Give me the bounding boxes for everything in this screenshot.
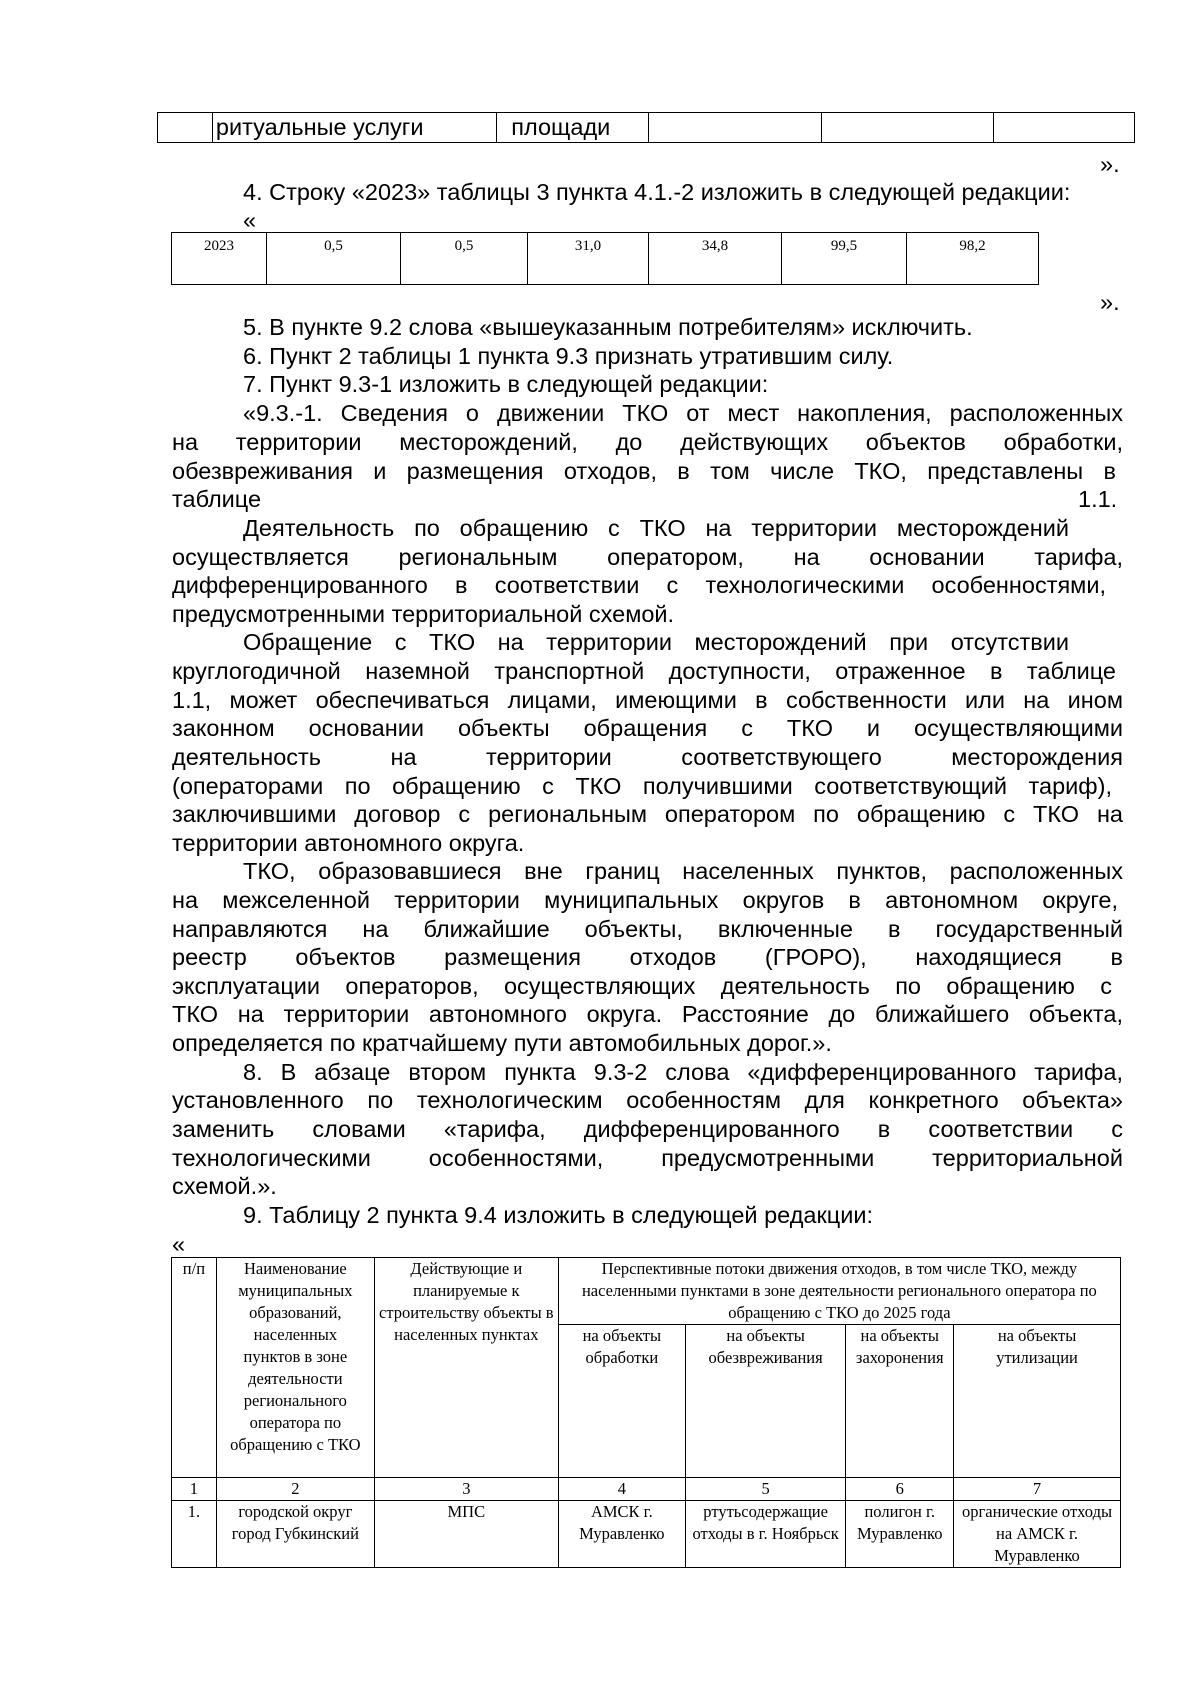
table-cell: городской округ город Губкинский	[216, 1501, 374, 1568]
item-4-text: 4. Строку «2023» таблицы 3 пункта 4.1.-2 изложить в следующей редакции:	[243, 179, 1071, 205]
table-cell: 6	[846, 1478, 954, 1501]
paragraph-line: круглогодичной наземной транспортной доступности, отраженное в таблице	[172, 658, 1116, 684]
table-cell: 99,5	[782, 233, 907, 285]
table-row	[172, 233, 1039, 285]
closing-quote-mark: ».	[1100, 151, 1120, 177]
paragraph-line: территории автономного округа.	[172, 830, 525, 856]
paragraph-line: определяется по кратчайшему пути автомобильных дорог.».	[172, 1030, 832, 1056]
paragraph-line: заключившими договор с региональным оператором по обращению с ТКО на	[172, 801, 1123, 827]
paragraph-line: 8. В абзаце втором пункта 9.3-2 слова «дифференцированного тарифа,	[243, 1059, 1123, 1085]
table-cell: ритуальные услуги	[212, 113, 496, 143]
table-cell: 5	[685, 1478, 846, 1501]
header-cell-name: Наименование муниципальных образований, населенных пунктов в зоне деятельности регионального оператора по обращению с ТКО	[216, 1258, 374, 1478]
table-cell: полигон г. Муравленко	[846, 1501, 954, 1568]
paragraph-line: 1.1, может обеспечиваться лицами, имеющими в собственности или на ином	[172, 687, 1123, 713]
opening-quote-mark: «	[172, 1231, 186, 1257]
table-cell: 0,5	[267, 233, 401, 285]
paragraph-line: предусмотренными территориальной схемой.	[172, 601, 675, 627]
table-cell: 1.	[172, 1501, 217, 1568]
item-9-text: 9. Таблицу 2 пункта 9.4 изложить в следующей редакции:	[243, 1202, 874, 1228]
paragraph-line: ТКО на территории автономного округа. Расстояние до ближайшего объекта,	[172, 1001, 1123, 1027]
paragraph-line: Деятельность по обращению с ТКО на территории месторождений	[243, 515, 1069, 541]
table-reference: 1.1.	[1078, 486, 1118, 512]
table-cell	[821, 113, 993, 143]
paragraph-line: осуществляется региональным оператором, на основании тарифа,	[172, 544, 1123, 570]
paragraph-line: реестр объектов размещения отходов (ГРОРО), находящиеся в	[172, 944, 1123, 970]
table-cell: ртутьсодержащие отходы в г. Ноябрьск	[685, 1501, 846, 1568]
table-9-4	[171, 1257, 1121, 1568]
paragraph-line: (операторами по обращению с ТКО получившими соответствующий тариф),	[172, 773, 1112, 799]
paragraph-line: эксплуатации операторов, осуществляющих деятельность по обращению с	[172, 973, 1112, 999]
table-cell: 4	[558, 1478, 685, 1501]
table-row-column-numbers	[172, 1478, 1121, 1501]
paragraph-line: ТКО, образовавшиеся вне границ населенных пунктов, расположенных	[243, 858, 1123, 884]
table-cell: 3	[374, 1478, 558, 1501]
paragraph-line: Обращение с ТКО на территории месторождений при отсутствии	[243, 629, 1069, 655]
table-2023-row	[171, 232, 1039, 285]
top-table	[157, 112, 1135, 143]
paragraph-line: на территории месторождений, до действующих объектов обработки,	[172, 429, 1123, 455]
paragraph-line: направляются на ближайшие объекты, включенные в государственный	[172, 916, 1123, 942]
paragraph-line: деятельность на территории соответствующего месторождения	[172, 744, 1123, 770]
table-cell: 1	[172, 1478, 217, 1501]
subheader-cell: на объекты обезвреживания	[685, 1325, 846, 1478]
header-cell-flows: Перспективные потоки движения отходов, в том числе ТКО, между населенными пунктами в зоне деятельности регионального оператора по обращению с ТКО до 2025 года	[558, 1258, 1120, 1325]
paragraph-line: схемой.».	[172, 1173, 277, 1199]
subheader-cell: на объекты захоронения	[846, 1325, 954, 1478]
table-cell: 2	[216, 1478, 374, 1501]
paragraph-line: «9.3.-1. Сведения о движении ТКО от мест накопления, расположенных	[243, 400, 1123, 426]
table-row	[172, 1501, 1121, 1568]
table-cell: 34,8	[649, 233, 782, 285]
item-7-text: 7. Пункт 9.3-1 изложить в следующей редакции:	[243, 371, 769, 397]
table-cell: площади	[497, 113, 649, 143]
item-6-text: 6. Пункт 2 таблицы 1 пункта 9.3 признать утратившим силу.	[243, 343, 894, 369]
table-cell	[993, 113, 1134, 143]
paragraph-line: таблице	[172, 486, 262, 512]
table-cell	[158, 113, 213, 143]
table-cell: 7	[954, 1478, 1121, 1501]
header-cell-number: п/п	[172, 1258, 217, 1478]
item-5-text: 5. В пункте 9.2 слова «вышеуказанным потребителям» исключить.	[243, 314, 973, 340]
paragraph-line: технологическими особенностями, предусмотренными территориальной	[172, 1145, 1123, 1171]
subheader-cell: на объекты обработки	[558, 1325, 685, 1478]
table-cell: 98,2	[907, 233, 1039, 285]
table-header-row	[172, 1258, 1121, 1325]
table-cell: 0,5	[401, 233, 528, 285]
table-cell: АМСК г. Муравленко	[558, 1501, 685, 1568]
closing-quote-mark: ».	[1100, 289, 1120, 315]
paragraph-line: установленного по технологическим особенностям для конкретного объекта»	[172, 1087, 1123, 1113]
table-cell: 31,0	[528, 233, 649, 285]
table-cell: 2023	[172, 233, 267, 285]
table-cell: МПС	[374, 1501, 558, 1568]
paragraph-line: дифференцированного в соответствии с технологическими особенностями,	[172, 572, 1106, 598]
paragraph-line: заменить словами «тарифа, дифференцированного в соответствии с	[172, 1116, 1123, 1142]
subheader-cell: на объекты утилизации	[954, 1325, 1121, 1478]
opening-quote-mark: «	[243, 207, 257, 233]
table-cell: органические отходы на АМСК г. Муравленко	[954, 1501, 1121, 1568]
header-cell-objects: Действующие и планируемые к строительству объекты в населенных пунктах	[374, 1258, 558, 1478]
paragraph-line: на межселенной территории муниципальных округов в автономном округе,	[172, 887, 1118, 913]
table-row	[158, 113, 1135, 143]
paragraph-line: обезвреживания и размещения отходов, в том числе ТКО, представлены в	[172, 458, 1116, 484]
table-cell	[649, 113, 821, 143]
paragraph-line: законном основании объекты обращения с ТКО и осуществляющими	[172, 715, 1123, 741]
